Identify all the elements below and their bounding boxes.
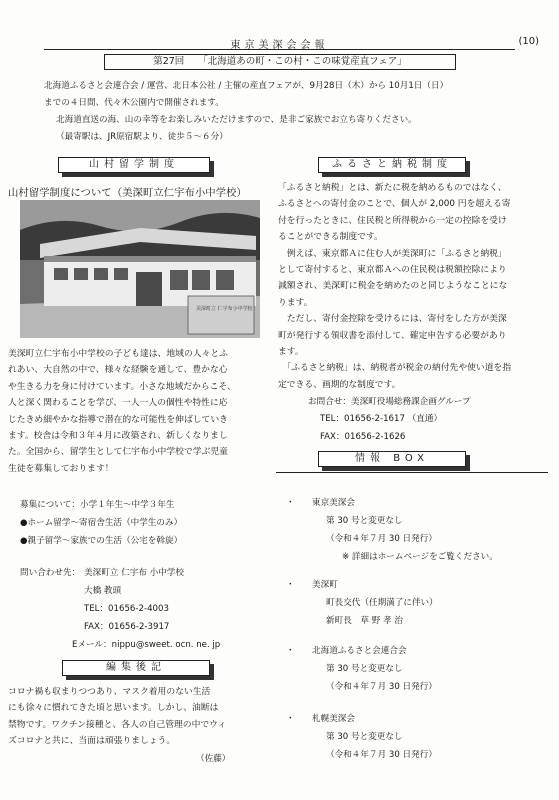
contact-email[interactable]: Eメール：nippu@sweet. ocn. ne. jp [72, 640, 221, 650]
ryugaku-paragraph [8, 346, 274, 477]
info-title: 札幌美深会 [312, 714, 355, 724]
info-line: （令和４年７月 30 日発行） [326, 750, 437, 760]
paragraph-line: 美深町立仁宇布小中学校の子ども達は、地域の人々とふ [8, 349, 228, 359]
paragraph-line: や生きる力を身に付けています。小さな地域だからこそ、 [8, 381, 236, 392]
infobox-rule [276, 472, 548, 473]
fair-text-line: 北海道ふるさと会連合会 / 運営、北日本公社 / 主催の産直フェアが、9月28日（木）から 10月1日（日） [44, 81, 449, 91]
contact-person: 大橋 教頭 [84, 586, 122, 596]
fair-number: 第27回 [153, 56, 185, 67]
info-line: 第 30 号と変更なし [326, 516, 403, 526]
furusato-tel: TEL：01656-2-1617 （直通） [320, 414, 443, 424]
furusato-line: として寄付すると、東京都Ａへの住民税は税額控除により [278, 265, 507, 276]
info-line: 第 30 号と変更なし [326, 732, 403, 742]
info-line: （令和４年７月 30 日発行） [326, 534, 437, 544]
paragraph-line: ます。校舎は令和３年４月に改築され、新しくなりまし [8, 431, 228, 442]
furusato-fax: FAX：01656-2-1626 [320, 432, 406, 442]
editor-line: にも徐々に慣れてきた頃と思います。しかし、油断は [8, 703, 219, 714]
paragraph-line: れあい、大自然の中で、様々な経験を通して、豊かな心 [8, 365, 228, 376]
fair-title: 「北海道あの町・この村・この味覚産直フェア」 [198, 56, 407, 67]
info-line: 新町長 草 野 孝 治 [326, 616, 403, 626]
info-title: 美深町 [312, 580, 338, 590]
ryugaku-subtitle: 山村留学制度について（美深町立仁宇布小中学校） [8, 187, 247, 199]
editor-text [8, 684, 274, 750]
editor-line: ズコロナと共に、当面は頑張りましょう。 [8, 736, 176, 747]
info-bullet: ・ [286, 714, 295, 724]
furusato-line: 「ふるさと納税」は、納税者が税金の納付先や使い道を指 [278, 363, 512, 374]
recruit-line: 募集について：小学１年生～中学３年生 [20, 500, 175, 510]
furusato-line: ることができる制度です。 [278, 232, 383, 243]
school-sign-text: 美深町立 仁宇布小中学校 [196, 306, 253, 312]
furusato-heading: ふるさと納税制度 [318, 157, 466, 173]
furusato-line: 減額され、美深町に税金を納めたのと同じようなことにな [278, 281, 508, 292]
furusato-text [278, 180, 548, 393]
furusato-line: 例えば、東京都Ａに住む人が美深町に「ふるさと納税」 [278, 248, 507, 259]
infobox-heading: 情報 BOX [318, 451, 466, 467]
fair-text-line: （最寄駅は、JR原宿駅より、徒歩５～６分） [56, 132, 228, 142]
paragraph-line: 生徒を募集しております！ [8, 463, 114, 474]
fair-title-box [104, 54, 456, 70]
info-line: 町長交代（任期満了に伴い） [326, 598, 438, 608]
contact-school: 美深町立 仁宇布 小中学校 [84, 568, 184, 578]
page-number: (10) [518, 36, 539, 47]
school-photo [20, 200, 260, 338]
info-line: ※ 詳細はホームページをご覧ください。 [342, 552, 498, 562]
info-title: 北海道ふるさと会連合会 [312, 646, 407, 656]
furusato-contact: お問合せ：美深町役場総務課企画グループ [308, 397, 471, 407]
fair-text-line: までの４日間、代々木公園内で開催されます。 [44, 98, 224, 108]
paragraph-line: た。全国から、留学生として仁宇布小中学校で学ぶ児童 [8, 447, 228, 458]
paragraph-line: 人と深く関わることを学び、一人一人の個性や特性に応 [8, 398, 228, 409]
info-bullet: ・ [286, 646, 295, 656]
fair-text-line: 北海道直送の海、山の幸等をお楽しみいただけますので、是非ご家族でお立ち寄りください。 [56, 115, 417, 125]
furusato-line: 「ふるさと納税」とは、新たに税を納めるものではなく、 [278, 183, 507, 193]
furusato-line: ります。 [278, 297, 313, 308]
paragraph-line: じたきめ細やかな指導で潜在的な可能性を伸ばしていき [8, 414, 228, 425]
info-line: 第 30 号と変更なし [326, 664, 403, 674]
contact-label: 問い合わせ先： [20, 568, 81, 578]
newsletter-title: 東京美深会会報 [230, 40, 329, 51]
editor-line: コロナ禍も収まりつつあり、マスク着用のない生活 [8, 687, 211, 697]
editor-signature: （佐藤） [196, 754, 231, 764]
contact-tel: TEL：01656-2-4003 [84, 604, 169, 614]
info-line: （令和４年７月 30 日発行） [326, 682, 437, 692]
contact-fax: FAX：01656-2-3917 [84, 622, 170, 632]
editor-line: 禁物です。ワクチン接種と、各人の自己管理の中でウィ [8, 719, 227, 730]
recruit-line: ●親子留学～家族での生活（公宅を斡旋） [20, 536, 183, 546]
furusato-line: ふるさとへの寄付金のことで、個人が 2,000 円を超える寄 [278, 199, 511, 210]
furusato-line: ます。 [278, 347, 304, 358]
furusato-line: 付を行ったときに、住民税と所得税から一定の控除を受け [278, 215, 507, 226]
furusato-line: 町が発行する領収書を添付して、確定申告する必要があり [278, 330, 507, 341]
info-title: 東京美深会 [312, 498, 355, 508]
recruit-line: ●ホーム留学～寄宿舎生活（中学生のみ） [20, 518, 183, 528]
info-bullet: ・ [286, 498, 295, 508]
header-rule [44, 49, 515, 50]
ryugaku-heading: 山村留学制度 [58, 157, 210, 173]
editor-heading: 編集後記 [62, 660, 210, 676]
furusato-line: 定できる、画期的な制度です。 [278, 379, 401, 390]
furusato-line: ただし、寄付金控除を受けるには、寄付をした方が美深 [278, 314, 507, 325]
info-bullet: ・ [286, 580, 295, 590]
